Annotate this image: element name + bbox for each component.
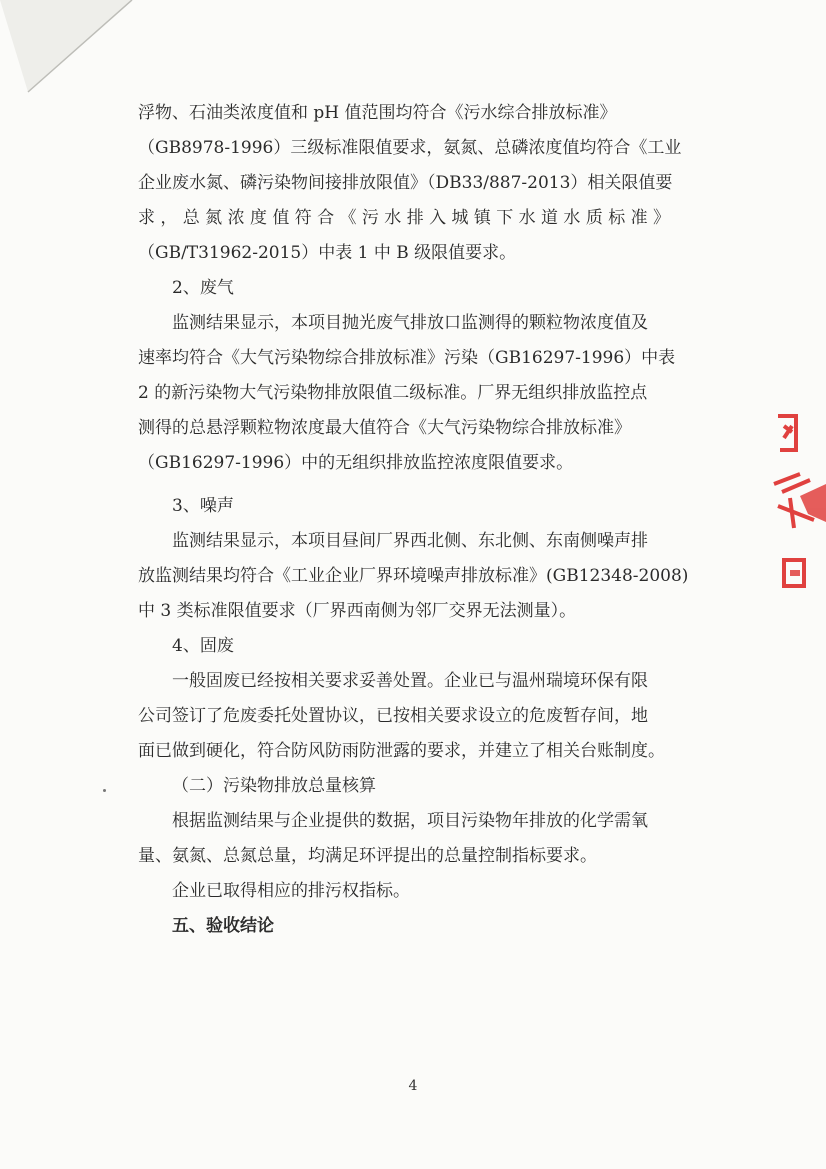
text-line: 放监测结果均符合《工业企业厂界环境噪声排放标准》(GB12348-2008): [138, 566, 689, 586]
text-line: 公司签订了危废委托处置协议，已按相关要求设立的危废暂存间，地: [138, 706, 648, 726]
text-line: （GB/T31962-2015）中表 1 中 B 级限值要求。: [138, 243, 517, 263]
text-line: 一般固废已经按相关要求妥善处置。企业已与温州瑞境环保有限: [172, 671, 648, 691]
text-line: 企业已取得相应的排污权指标。: [172, 881, 410, 901]
text-line: （GB16297-1996）中的无组织排放监控浓度限值要求。: [138, 453, 574, 473]
scan-speck: [103, 789, 106, 792]
section-heading-total-emission: （二）污染物排放总量核算: [172, 776, 376, 796]
text-line: 企业废水氮、磷污染物间接排放限值》（DB33/887-2013）相关限值要: [138, 173, 673, 193]
text-line: 监测结果显示，本项目抛光废气排放口监测得的颗粒物浓度值及: [172, 313, 648, 333]
text-line: 测得的总悬浮颗粒物浓度最大值符合《大气污染物综合排放标准》: [138, 418, 631, 438]
text-line: 根据监测结果与企业提供的数据，项目污染物年排放的化学需氧: [172, 811, 648, 831]
page-fold-corner: [0, 0, 160, 120]
document-body: [138, 96, 698, 944]
text-line: 中 3 类标准限值要求（厂界西南侧为邻厂交界无法测量）。: [138, 601, 577, 621]
text-line: 速率均符合《大气污染物综合排放标准》污染（GB16297-1996）中表: [138, 348, 676, 368]
section-heading-solid-waste: 4、固废: [172, 636, 234, 656]
text-line: （GB8978-1996）三级标准限值要求，氨氮、总磷浓度值均符合《工业: [138, 138, 682, 158]
page-number: 4: [408, 1078, 418, 1094]
text-line: 监测结果显示，本项目昼间厂界西北侧、东北侧、东南侧噪声排: [172, 531, 648, 551]
text-line: 面已做到硬化，符合防风防雨防泄露的要求，并建立了相关台账制度。: [138, 741, 665, 761]
text-line: 浮物、石油类浓度值和 pH 值范围均符合《污水综合排放标准》: [138, 103, 617, 123]
text-line: 求，总氮浓度值符合《污水排入城镇下水道水质标准》: [138, 208, 670, 228]
text-line: 量、氨氮、总氮总量，均满足环评提出的总量控制指标要求。: [138, 846, 597, 866]
red-seal-stamp-fragment: [770, 410, 826, 590]
section-heading-acceptance-conclusion: 五、验收结论: [172, 916, 274, 936]
text-line: 2 的新污染物大气污染物排放限值二级标准。厂界无组织排放监控点: [138, 383, 648, 403]
section-heading-waste-gas: 2、废气: [172, 278, 234, 298]
section-heading-noise: 3、噪声: [172, 496, 234, 516]
